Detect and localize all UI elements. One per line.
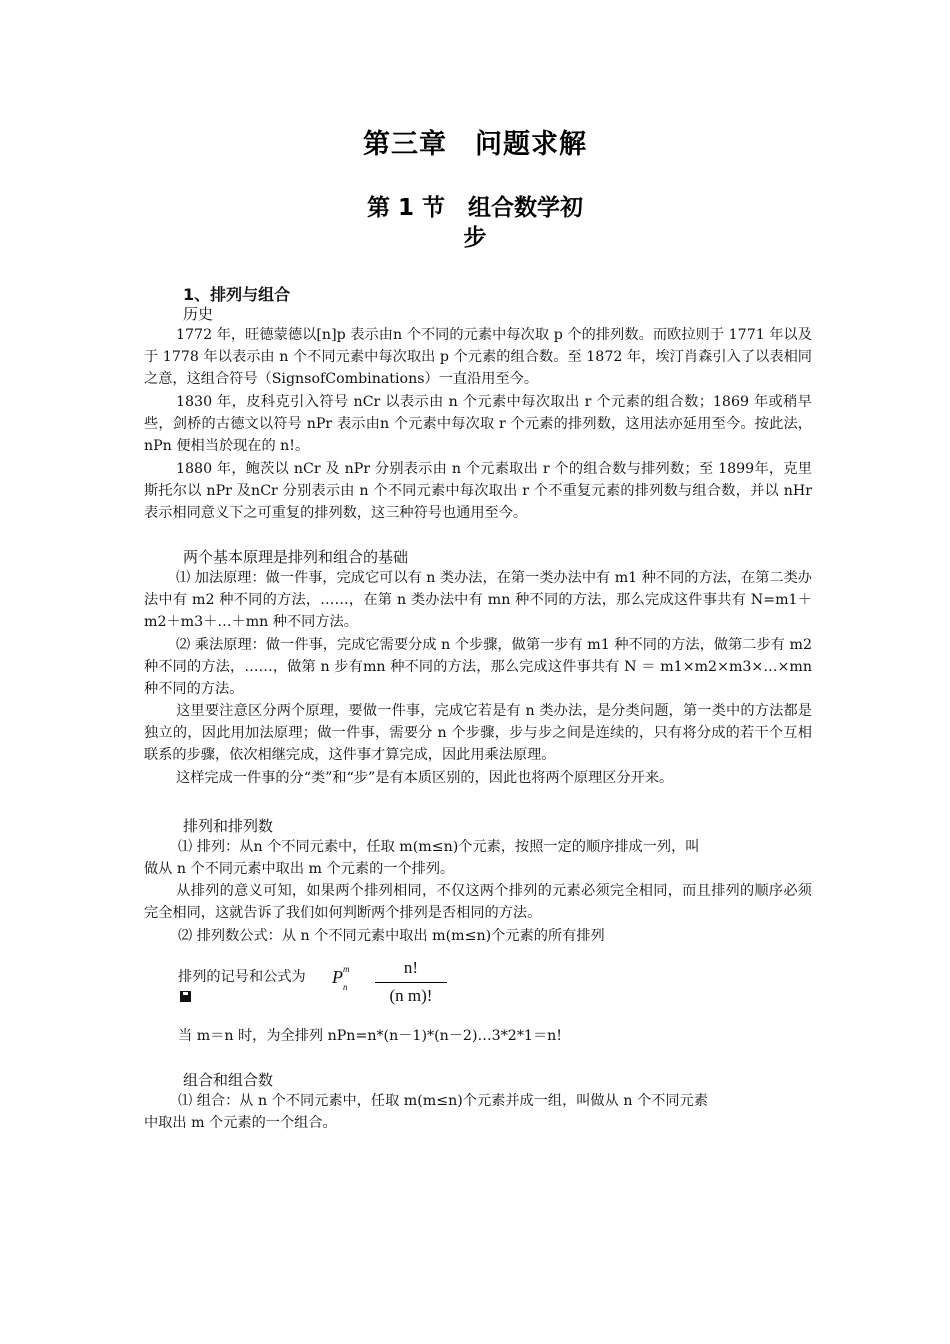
save-icon [180,991,191,1002]
chapter-title: 第三章 问题求解 [363,129,587,160]
addition-principle: ⑴ 加法原理：做一件事，完成它可以有 n 类办法，在第一类办法中有 m1 种不同的方法，在第二类办法中有 m2 种不同的方法，……，在第 n 类办法中有 mn 种不同的方法，那么完成这件事共有 N=m1＋m2＋m3＋…＋mn 种不同方法。 [144,570,812,630]
section-title-line2: 步 [463,225,487,251]
history-paragraph-2: 1830 年，皮科克引入符号 nCr 以表示由 n 个元素中每次取出 r 个元素的组合数；1869 年或稍早些，剑桥的古德文以符号 nPr 表示由n 个元素中每次取 r 个元素的排列数，这用法亦延用至今。按此法，nPn 便相当於现在的 n!。 [144,394,812,454]
principles-note: 这里要注意区分两个原理，要做一件事，完成它若是有 n 类办法，是分类问题，第一类中的方法都是独立的，因此用加法原理；做一件事，需要分 n 个步骤，步与步之间是连续的，只有将分成的若干个互相联系的步骤，依次相继完成，这件事才算完成，因此用乘法原理。 [144,703,812,763]
history-paragraph-1: 1772 年，旺德蒙德以[n]p 表示由n 个不同的元素中每次取 p 个的排列数。而欧拉则于 1771 年以及于 1778 年以表示由 n 个不同元素中每次取出 p 个元素的组合数。至 1872 年，埃汀肖森引入了以表相同之意，这组合符号（SignsofCombinations）一直沿用至今。 [144,327,812,387]
fraction-numerator: n! [403,958,419,977]
subheading-combination: 组合和组合数 [183,1071,274,1089]
fraction-bar [375,982,447,983]
principles-note-2: 这样完成一件事的分“类”和“步”是有本质区别的，因此也将两个原理区分开来。 [176,770,674,786]
fraction-denominator: (n m)! [389,986,433,1005]
permutation-formula-intro: ⑵ 排列数公式：从 n 个不同元素中取出 m(m≤n)个元素的所有排列 [178,928,605,944]
multiplication-principle: ⑵ 乘法原理：做一件事，完成它需要分成 n 个步骤，做第一步有 m1 种不同的方法，做第二步有 m2 种不同的方法，……，做第 n 步有mn 种不同的方法，那么完成这件事共有 N ＝ m1×m2×m3×…×mn 种不同的方法。 [144,637,812,697]
subheading-basic-principles: 两个基本原理是排列和组合的基础 [183,548,409,566]
combination-definition-line2: 中取出 m 个元素的一个组合。 [144,1115,337,1131]
combination-definition-line1: ⑴ 组合：从 n 个不同元素中，任取 m(m≤n)个元素并成一组，叫做从 n 个不同元素 [178,1093,708,1109]
permutation-definition-line2: 做从 n 个不同元素中取出 m 个元素的一个排列。 [144,861,455,877]
section-title [0,193,950,253]
permutation-definition-line1: ⑴ 排列：从n 个不同元素中，任取 m(m≤n)个元素，按照一定的顺序排成一列，叫 [178,839,700,855]
subheading-permutation: 排列和排列数 [183,817,274,835]
permutation-fraction [375,958,447,1006]
section-heading-permutation-combination: 1、排列与组合 [183,285,291,304]
history-paragraph-3: 1880 年，鲍茨以 nCr 及 nPr 分别表示由 n 个元素取出 r 个的组合数与排列数；至 1899年，克里斯托尔以 nPr 及nCr 分别表示由 n 个不同元素中每次取出 r 个不重复元素的排列数与组合数，并以 nHr 表示相同意义下之可重复的排列数，这三种符号也通用至今。 [144,461,812,521]
symbol-superscript: m [343,964,350,974]
subheading-history: 历史 [183,305,214,323]
permutation-symbol [332,964,350,992]
symbol-subscript: n [343,982,348,992]
section-title-line1: 第 1 节 组合数学初 [366,195,584,221]
full-permutation-line: 当 m＝n 时，为全排列 nPn=n*(n－1)*(n－2)…3*2*1＝n! [178,1028,562,1044]
symbol-P: P [332,967,343,987]
permutation-meaning: 从排列的意义可知，如果两个排列相同，不仅这两个排列的元素必须完全相同，而且排列的顺序必须完全相同，这就告诉了我们如何判断两个排列是否相同的方法。 [144,883,812,921]
formula-label: 排列的记号和公式为 [178,969,306,985]
